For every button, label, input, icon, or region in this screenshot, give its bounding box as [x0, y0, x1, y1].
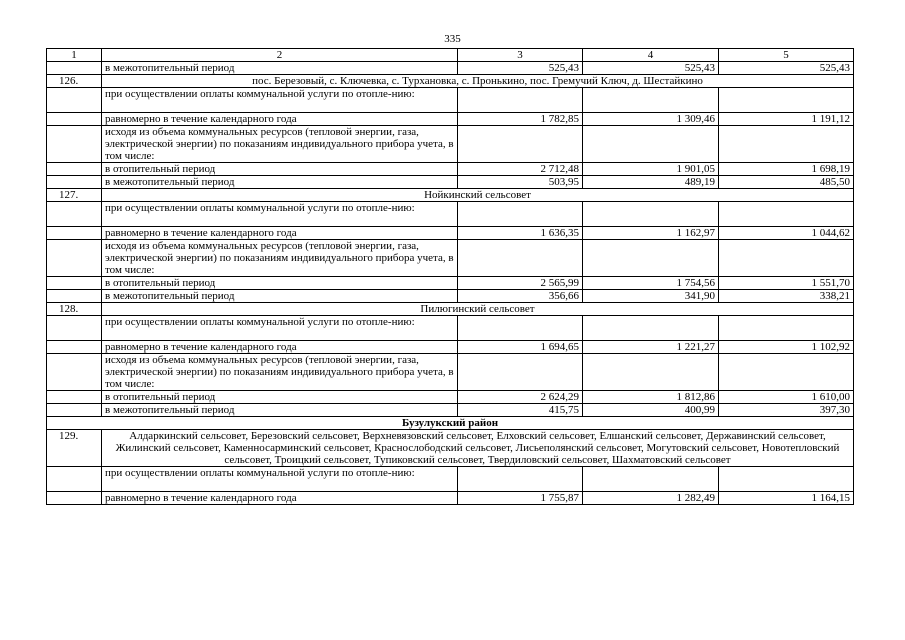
table-row	[47, 341, 854, 354]
value-cell: 1 694,65	[458, 341, 583, 354]
tariff-table	[46, 48, 854, 505]
value-cell: 415,75	[458, 404, 583, 417]
cell	[583, 126, 719, 163]
row-label: при осуществлении оплаты коммунальной услуги по отопле-нию:	[102, 88, 458, 113]
value-cell: 525,43	[583, 62, 719, 75]
row-label: равномерно в течение календарного года	[102, 227, 458, 240]
cell	[47, 202, 102, 227]
value-cell: 1 755,87	[458, 492, 583, 505]
section-title: Пилюгинский сельсовет	[102, 303, 854, 316]
section-title: Алдаркинский сельсовет, Березовский сельсовет, Верхневязовский сельсовет, Елховский сельсовет, Елшанский сельсовет, Державинский сельсовет, Жилинский сельсовет, Каменносарминский сельсовет, Краснослободский сельсовет, Лисьеполянский сельсовет, Могутовский сельсовет, Новотепловский сельсовет, Троицкий сельсовет, Тупиковский сельсовет, Твердиловский сельсовет, Шахматовский сельсовет	[102, 430, 854, 467]
cell	[458, 467, 583, 492]
cell	[47, 354, 102, 391]
value-cell: 1 636,35	[458, 227, 583, 240]
cell	[47, 163, 102, 176]
value-cell: 525,43	[719, 62, 854, 75]
cell	[47, 404, 102, 417]
page-number: 335	[444, 33, 461, 45]
value-cell: 2 712,48	[458, 163, 583, 176]
row-label: исходя из объема коммунальных ресурсов (тепловой энергии, газа, электрической энергии) по показаниям индивидуального прибора учета, в том числе:	[102, 240, 458, 277]
cell	[458, 354, 583, 391]
cell	[583, 88, 719, 113]
cell	[583, 467, 719, 492]
row-label: при осуществлении оплаты коммунальной услуги по отопле-нию:	[102, 316, 458, 341]
cell	[719, 240, 854, 277]
table-row	[47, 277, 854, 290]
cell	[458, 240, 583, 277]
table-row	[47, 290, 854, 303]
cell	[47, 341, 102, 354]
value-cell: 1 754,56	[583, 277, 719, 290]
cell	[47, 176, 102, 189]
row-label: в отопительный период	[102, 163, 458, 176]
cell	[47, 113, 102, 126]
value-cell: 1 282,49	[583, 492, 719, 505]
cell	[47, 467, 102, 492]
section-number: 128.	[47, 303, 102, 316]
value-cell: 503,95	[458, 176, 583, 189]
section-title: Нойкинский сельсовет	[102, 189, 854, 202]
cell	[47, 126, 102, 163]
district-title: Бузулукский район	[47, 417, 854, 430]
table-row	[47, 88, 854, 113]
header-cell: 1	[47, 49, 102, 62]
header-cell: 5	[719, 49, 854, 62]
cell	[47, 240, 102, 277]
cell	[47, 227, 102, 240]
row-label: в отопительный период	[102, 391, 458, 404]
table-row	[47, 75, 854, 88]
table-row	[47, 404, 854, 417]
table-row	[47, 240, 854, 277]
value-cell: 1 191,12	[719, 113, 854, 126]
value-cell: 489,19	[583, 176, 719, 189]
cell	[719, 202, 854, 227]
cell	[47, 492, 102, 505]
value-cell: 525,43	[458, 62, 583, 75]
row-label: исходя из объема коммунальных ресурсов (тепловой энергии, газа, электрической энергии) по показаниям индивидуального прибора учета, в том числе:	[102, 354, 458, 391]
row-label: равномерно в течение календарного года	[102, 113, 458, 126]
cell	[47, 391, 102, 404]
row-label: в межотопительный период	[102, 176, 458, 189]
value-cell: 2 565,99	[458, 277, 583, 290]
header-row	[47, 49, 854, 62]
row-label: в отопительный период	[102, 277, 458, 290]
cell	[719, 354, 854, 391]
section-title: пос. Березовый, с. Ключевка, с. Турхановка, с. Пронькино, пос. Гремучий Ключ, д. Шестайкино	[102, 75, 854, 88]
table-row	[47, 176, 854, 189]
cell	[583, 240, 719, 277]
cell	[458, 202, 583, 227]
value-cell: 1 610,00	[719, 391, 854, 404]
header-cell: 4	[583, 49, 719, 62]
value-cell: 1 812,86	[583, 391, 719, 404]
table-row	[47, 126, 854, 163]
value-cell: 1 309,46	[583, 113, 719, 126]
cell	[719, 126, 854, 163]
cell	[583, 316, 719, 341]
row-label: равномерно в течение календарного года	[102, 492, 458, 505]
table-row	[47, 417, 854, 430]
section-number: 126.	[47, 75, 102, 88]
cell	[719, 88, 854, 113]
table-row	[47, 62, 854, 75]
section-number: 127.	[47, 189, 102, 202]
table-row	[47, 189, 854, 202]
row-label: исходя из объема коммунальных ресурсов (тепловой энергии, газа, электрической энергии) по показаниям индивидуального прибора учета, в том числе:	[102, 126, 458, 163]
value-cell: 1 698,19	[719, 163, 854, 176]
value-cell: 1 162,97	[583, 227, 719, 240]
table-row	[47, 163, 854, 176]
cell	[458, 126, 583, 163]
cell	[719, 316, 854, 341]
table-row	[47, 316, 854, 341]
table-row	[47, 202, 854, 227]
table-row	[47, 391, 854, 404]
table-row	[47, 467, 854, 492]
value-cell: 1 782,85	[458, 113, 583, 126]
table-row	[47, 492, 854, 505]
value-cell: 1 044,62	[719, 227, 854, 240]
row-label: в межотопительный период	[102, 404, 458, 417]
value-cell: 1 221,27	[583, 341, 719, 354]
cell	[458, 316, 583, 341]
value-cell: 1 164,15	[719, 492, 854, 505]
row-label: в межотопительный период	[102, 290, 458, 303]
table-row	[47, 354, 854, 391]
value-cell: 341,90	[583, 290, 719, 303]
cell	[583, 354, 719, 391]
row-label: в межотопительный период	[102, 62, 458, 75]
value-cell: 2 624,29	[458, 391, 583, 404]
cell	[458, 88, 583, 113]
cell	[47, 290, 102, 303]
row-label: равномерно в течение календарного года	[102, 341, 458, 354]
value-cell: 1 102,92	[719, 341, 854, 354]
value-cell: 397,30	[719, 404, 854, 417]
value-cell: 356,66	[458, 290, 583, 303]
table-row	[47, 430, 854, 467]
table-row	[47, 113, 854, 126]
header-cell: 2	[102, 49, 458, 62]
value-cell: 1 901,05	[583, 163, 719, 176]
value-cell: 338,21	[719, 290, 854, 303]
section-number: 129.	[47, 430, 102, 467]
cell	[583, 202, 719, 227]
table-row	[47, 303, 854, 316]
value-cell: 485,50	[719, 176, 854, 189]
value-cell: 1 551,70	[719, 277, 854, 290]
cell	[47, 277, 102, 290]
header-cell: 3	[458, 49, 583, 62]
row-label: при осуществлении оплаты коммунальной услуги по отопле-нию:	[102, 202, 458, 227]
cell	[47, 88, 102, 113]
row-label: при осуществлении оплаты коммунальной услуги по отопле-нию:	[102, 467, 458, 492]
cell	[47, 316, 102, 341]
value-cell: 400,99	[583, 404, 719, 417]
cell	[719, 467, 854, 492]
table-row	[47, 227, 854, 240]
